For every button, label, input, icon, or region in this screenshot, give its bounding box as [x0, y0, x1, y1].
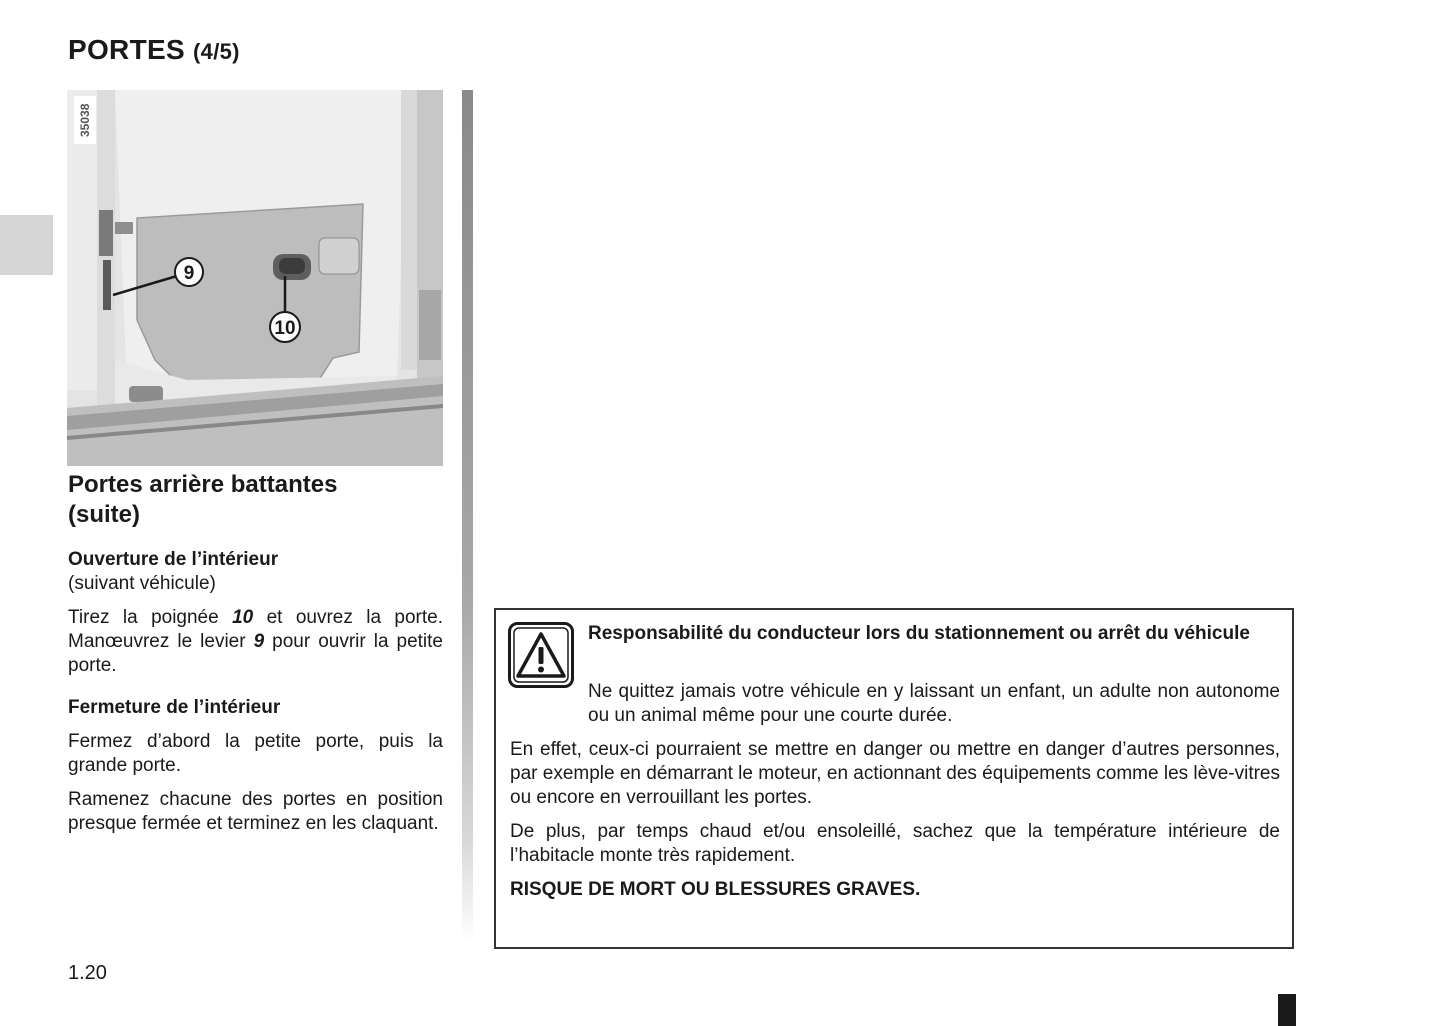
closing-text-2: Ramenez chacune des portes en position presque fermée et terminez en les claquant. [68, 789, 443, 834]
warning-paragraph-2: De plus, par temps chaud et/ou ensoleillé, sachez que la température intérieure de l’habitacle monte très rapidement. [510, 821, 1280, 866]
warning-paragraph-1: En effet, ceux-ci pourraient se mettre en danger ou mettre en danger d’autres personnes, par exemple en démarrant le moteur, en actionnant des équipements comme les lève-vitres ou encore en verrouillant les portes. [510, 739, 1280, 808]
left-column [68, 470, 443, 836]
column-divider [462, 90, 473, 942]
ref-10: 10 [232, 607, 254, 628]
section-title [68, 470, 443, 530]
page-number: 1.20 [68, 962, 107, 984]
opening-text-part: et ouvrez la porte. Manœuvrez le levier [68, 607, 443, 652]
closing-text-1: Fermez d’abord la petite porte, puis la grande porte. [68, 731, 443, 776]
closing-heading: Fermeture de l’intérieur [68, 697, 281, 718]
opening-heading: Ouverture de l’intérieur [68, 549, 279, 570]
warning-heading: Responsabilité du conducteur lors du stationnement ou arrêt du véhicule [588, 623, 1250, 644]
page-title-sub: (4/5) [193, 39, 240, 64]
warning-body [510, 738, 1280, 912]
opening-text [68, 606, 443, 678]
callout-10: 10 [274, 318, 296, 339]
figure-ref-code: 35038 [74, 96, 96, 144]
callout-9: 9 [183, 263, 195, 284]
chapter-tab [0, 215, 53, 275]
warning-risk: RISQUE DE MORT OU BLESSURES GRAVES. [510, 879, 921, 900]
opening-text-part: Tirez la poignée [68, 607, 233, 628]
door-photo [67, 90, 443, 466]
section-title-line1: Portes arrière battantes [68, 471, 338, 498]
page-title-main: PORTES [68, 34, 185, 65]
page-title [68, 34, 240, 66]
ref-9: 9 [253, 631, 265, 652]
opening-note: (suivant véhicule) [68, 573, 216, 594]
warning-box [494, 608, 1294, 949]
warning-subtext: Ne quittez jamais votre véhicule en y laissant un enfant, un adulte non autonome ou un animal même pour une courte durée. [588, 681, 1280, 726]
section-title-line2: (suite) [68, 501, 140, 528]
page-corner-mark [1278, 994, 1296, 1026]
warning-triangle-icon [508, 622, 574, 688]
opening-text-part: pour ouvrir la petite porte. [68, 631, 443, 676]
